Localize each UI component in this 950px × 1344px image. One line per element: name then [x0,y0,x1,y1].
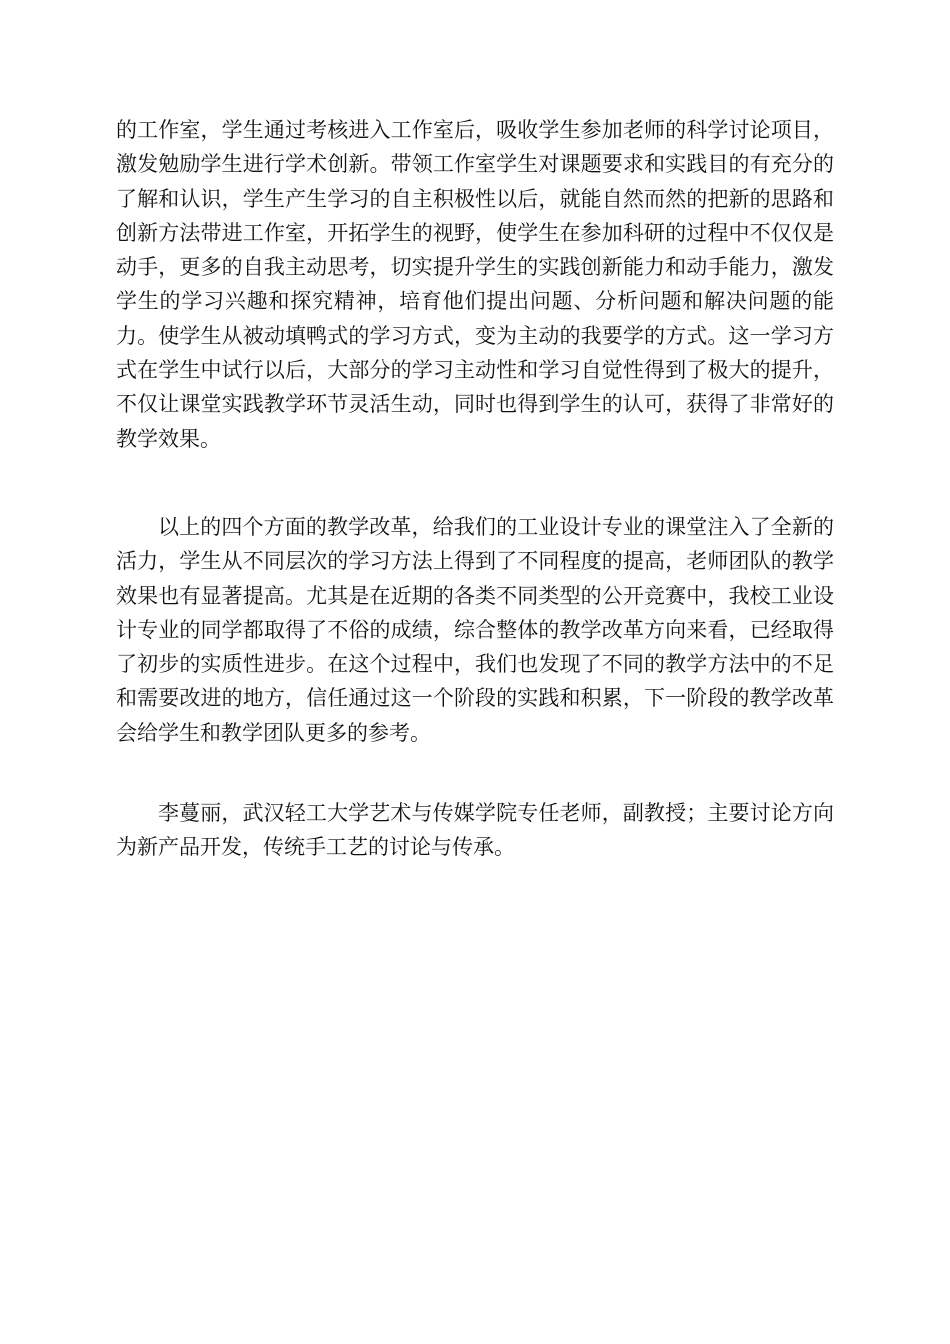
body-paragraph-2: 以上的四个方面的教学改革，给我们的工业设计专业的课堂注入了全新的活力，学生从不同层次的学习方法上得到了不同程度的提高，老师团队的教学效果也有显著提高。尤其是在近期的各类不同类型的公开竞赛中，我校工业设计专业的同学都取得了不俗的成绩，综合整体的教学改革方向来看，已经取得了初步的实质性进步。在这个过程中，我们也发现了不同的教学方法中的不足和需要改进的地方，信任通过这一个阶段的实践和积累，下一阶段的教学改革会给学生和教学团队更多的参考。 [116,515,834,745]
author-bio-paragraph: 李蔓丽，武汉轻工大学艺术与传媒学院专任老师，副教授；主要讨论方向为新产品开发，传统手工艺的讨论与传承。 [116,801,834,860]
body-paragraph-1: 的工作室，学生通过考核进入工作室后，吸收学生参加老师的科学讨论项目，激发勉励学生进行学术创新。带领工作室学生对课题要求和实践目的有充分的了解和认识，学生产生学习的自主积极性以后，就能自然而然的把新的思路和创新方法带进工作室，开拓学生的视野，使学生在参加科研的过程中不仅仅是动手，更多的自我主动思考，切实提升学生的实践创新能力和动手能力，激发学生的学习兴趣和探究精神，培育他们提出问题、分析问题和解决问题的能力。使学生从被动填鸭式的学习方式，变为主动的我要学的方式。这一学习方式在学生中试行以后，大部分的学习主动性和学习自觉性得到了极大的提升，不仅让课堂实践教学环节灵活生动，同时也得到学生的认可，获得了非常好的教学效果。 [116,118,834,451]
